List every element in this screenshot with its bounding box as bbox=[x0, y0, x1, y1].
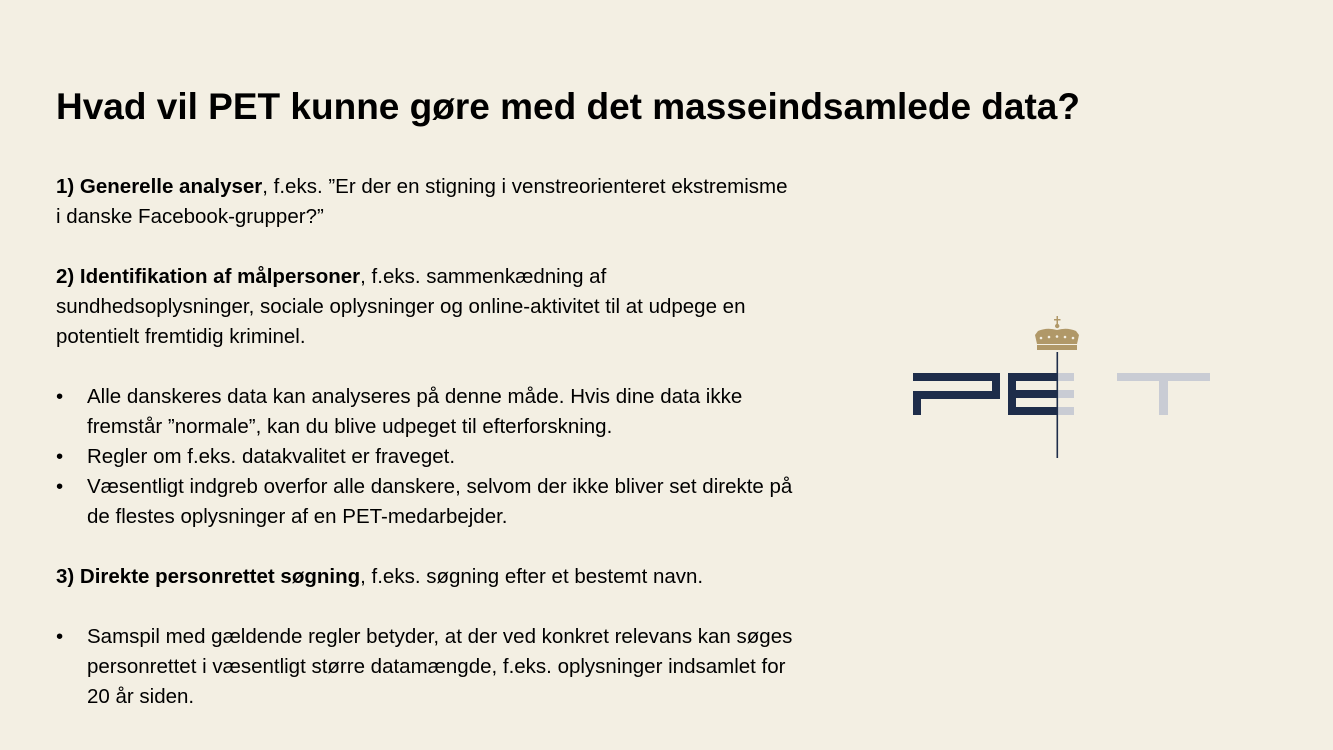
section-1-heading: 1) Generelle analyser bbox=[56, 175, 263, 198]
bullet-icon: • bbox=[56, 625, 64, 648]
list-item: • Samspil med gældende regler betyder, at der ved konkret relevans kan søges personrettet i væsentligt større datamængde, f.eks. oplysninger indsamlet for 20 år siden. bbox=[56, 622, 796, 712]
section-1 bbox=[56, 172, 796, 232]
section-2 bbox=[56, 262, 796, 352]
section-3-text: , f.eks. søgning efter et bestemt navn. bbox=[360, 565, 704, 588]
section-2-text: , f.eks. sammenkædning af sundhedsoplysninger, sociale oplysninger og online-aktivitet til at udpege en potentielt fremtidig kriminel. bbox=[56, 265, 746, 348]
section-1-text: , f.eks. ”Er der en stigning i venstreorienteret ekstremisme i danske Facebook-grupper?” bbox=[56, 175, 788, 228]
section-3-bullet-list bbox=[56, 622, 796, 712]
section-2-bullet-list bbox=[56, 382, 796, 532]
list-item: • Alle danskeres data kan analyseres på denne måde. Hvis dine data ikke fremstår ”normale”, kan du blive udpeget til efterforskning. bbox=[56, 382, 796, 442]
slide-title: Hvad vil PET kunne gøre med det masseindsamlede data? bbox=[56, 86, 1080, 127]
bullet-icon: • bbox=[56, 385, 64, 408]
list-item: • Regler om f.eks. datakvalitet er fraveget. bbox=[56, 442, 796, 472]
pet-logo bbox=[910, 316, 1215, 461]
logo-letter-e bbox=[1008, 373, 1074, 415]
crown-icon bbox=[1035, 316, 1079, 350]
bullet-icon: • bbox=[56, 475, 64, 498]
section-3 bbox=[56, 562, 796, 592]
logo-letter-p bbox=[913, 373, 1000, 415]
section-3-heading: 3) Direkte personrettet søgning bbox=[56, 565, 361, 588]
section-2-heading: 2) Identifikation af målpersoner bbox=[56, 265, 361, 288]
logo-vertical-line bbox=[1057, 352, 1059, 458]
logo-letter-t bbox=[1117, 373, 1210, 415]
list-item: • Væsentligt indgreb overfor alle danskere, selvom der ikke bliver set direkte på de flestes oplysninger af en PET-medarbejder. bbox=[56, 472, 796, 532]
slide-content bbox=[56, 172, 796, 712]
bullet-icon: • bbox=[56, 445, 64, 468]
